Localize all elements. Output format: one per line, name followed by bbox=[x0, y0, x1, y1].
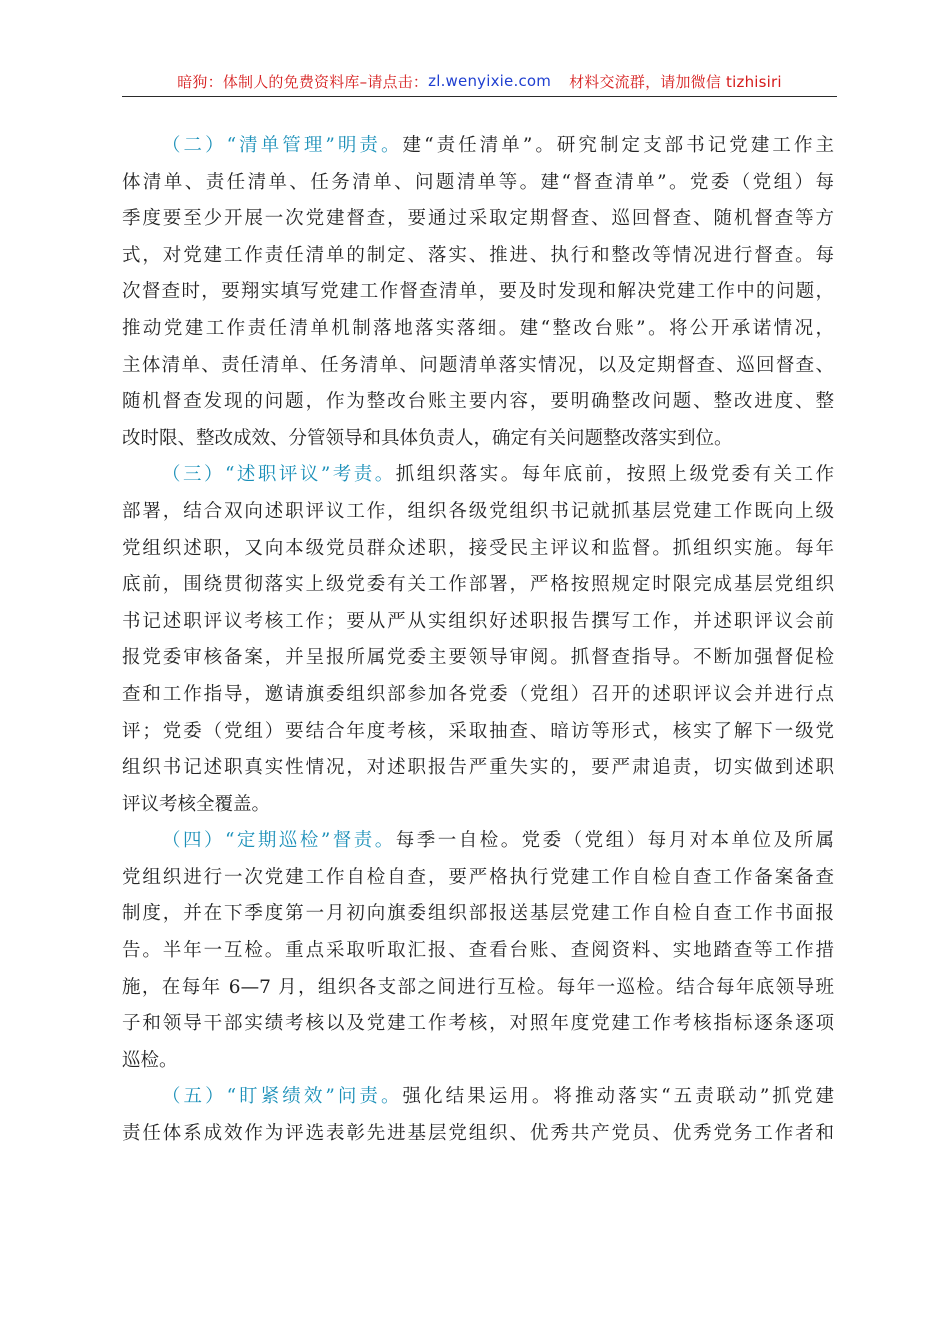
section-heading: （三）“述职评议”考责。 bbox=[162, 464, 396, 486]
section-heading: （五）“盯紧绩效”问责。 bbox=[162, 1086, 403, 1108]
paragraph-line: 施，在每年 6—7 月，组织各支部之间进行互检。每年一巡检。结合每年底领导班 bbox=[122, 976, 834, 998]
paragraph-text: 建“责任清单”。研究制定支部书记党建工作主 bbox=[402, 135, 834, 156]
header-group-text: 材料交流群，请加微信 tizhisiri bbox=[569, 72, 782, 91]
paragraph-line: 组织书记述职真实性情况，对述职报告严重失实的，要严肃追责，切实做到述职 bbox=[122, 757, 834, 779]
paragraph-line: 党组织进行一次党建工作自检自查，要严格执行党建工作自检自查工作备案备查 bbox=[122, 866, 834, 888]
paragraph-line: 制度，并在下季度第一月初向旗委组织部报送基层党建工作自检自查工作书面报 bbox=[122, 903, 834, 925]
paragraph-line: 评；党委（党组）要结合年度考核，采取抽查、暗访等形式，核实了解下一级党 bbox=[122, 720, 834, 742]
paragraph-text: 抓组织落实。每年底前，按照上级党委有关工作 bbox=[395, 464, 834, 486]
paragraph-line: 查和工作指导，邀请旗委组织部参加各党委（党组）召开的述职评议会并进行点 bbox=[122, 683, 834, 705]
header-site-name: 暗狗：体制人的免费资料库 bbox=[177, 72, 360, 91]
paragraph-line: 次督查时，要翔实填写党建工作督查清单，要及时发现和解决党建工作中的问题， bbox=[122, 281, 834, 303]
paragraph-text: 强化结果运用。将推动落实“五责联动”抓党建 bbox=[402, 1086, 834, 1108]
paragraph-line: 巡检。 bbox=[122, 1049, 178, 1071]
paragraph-text: 每季一自检。党委（党组）每月对本单位及所属 bbox=[395, 830, 834, 852]
paragraph-line bbox=[122, 457, 834, 494]
paragraph-line: 式，对党建工作责任清单的制定、落实、推进、执行和整改等情况进行督查。每 bbox=[122, 244, 834, 266]
page-header bbox=[122, 66, 837, 96]
paragraph-line: 随机督查发现的问题，作为整改台账主要内容，要明确整改问题、整改进度、整 bbox=[122, 391, 834, 413]
paragraph-line: 改时限、整改成效、分管领导和具体负责人，确定有关问题整改落实到位。 bbox=[122, 427, 733, 449]
section-heading: （二）“清单管理”明责。 bbox=[162, 135, 403, 156]
paragraph-line bbox=[122, 1079, 834, 1116]
header-click-prefix: –请点击： bbox=[359, 72, 429, 91]
header-divider bbox=[122, 96, 837, 97]
paragraph-line: 党组织述职，又向本级党员群众述职，接受民主评议和监督。抓组织实施。每年 bbox=[122, 537, 834, 559]
document-body bbox=[122, 128, 834, 1153]
paragraph-line: 推动党建工作责任清单机制落地落实落细。建“整改台账”。将公开承诺情况， bbox=[122, 317, 834, 339]
paragraph-line: 评议考核全覆盖。 bbox=[122, 793, 271, 815]
paragraph-line: 书记述职评议考核工作；要从严从实组织好述职报告撰写工作，并述职评议会前 bbox=[122, 610, 834, 632]
paragraph-line: 责任体系成效作为评选表彰先进基层党组织、优秀共产党员、优秀党务工作者和 bbox=[122, 1123, 834, 1145]
paragraph-line: 部署，结合双向述职评议工作，组织各级党组织书记就抓基层党建工作既向上级 bbox=[122, 500, 834, 522]
paragraph-line: 报党委审核备案，并呈报所属党委主要领导审阅。抓督查指导。不断加强督促检 bbox=[122, 647, 834, 669]
paragraph-line: 子和领导干部实绩考核以及党建工作考核，对照年度党建工作考核指标逐条逐项 bbox=[122, 1013, 834, 1035]
paragraph-line bbox=[122, 823, 834, 860]
paragraph-line: 底前，围绕贯彻落实上级党委有关工作部署，严格按照规定时限完成基层党组织 bbox=[122, 574, 834, 596]
header-url-link[interactable]: zl.wenyixie.com bbox=[428, 72, 552, 90]
paragraph-line: 告。半年一互检。重点采取听取汇报、查看台账、查阅资料、实地踏查等工作措 bbox=[122, 940, 834, 962]
paragraph-line bbox=[122, 128, 834, 165]
paragraph-line: 体清单、责任清单、任务清单、问题清单等。建“督查清单”。党委（党组）每 bbox=[122, 171, 834, 193]
section-heading: （四）“定期巡检”督责。 bbox=[162, 830, 396, 852]
paragraph-line: 主体清单、责任清单、任务清单、问题清单落实情况，以及定期督查、巡回督查、 bbox=[122, 354, 834, 376]
paragraph-line: 季度要至少开展一次党建督查，要通过采取定期督查、巡回督查、随机督查等方 bbox=[122, 208, 834, 230]
